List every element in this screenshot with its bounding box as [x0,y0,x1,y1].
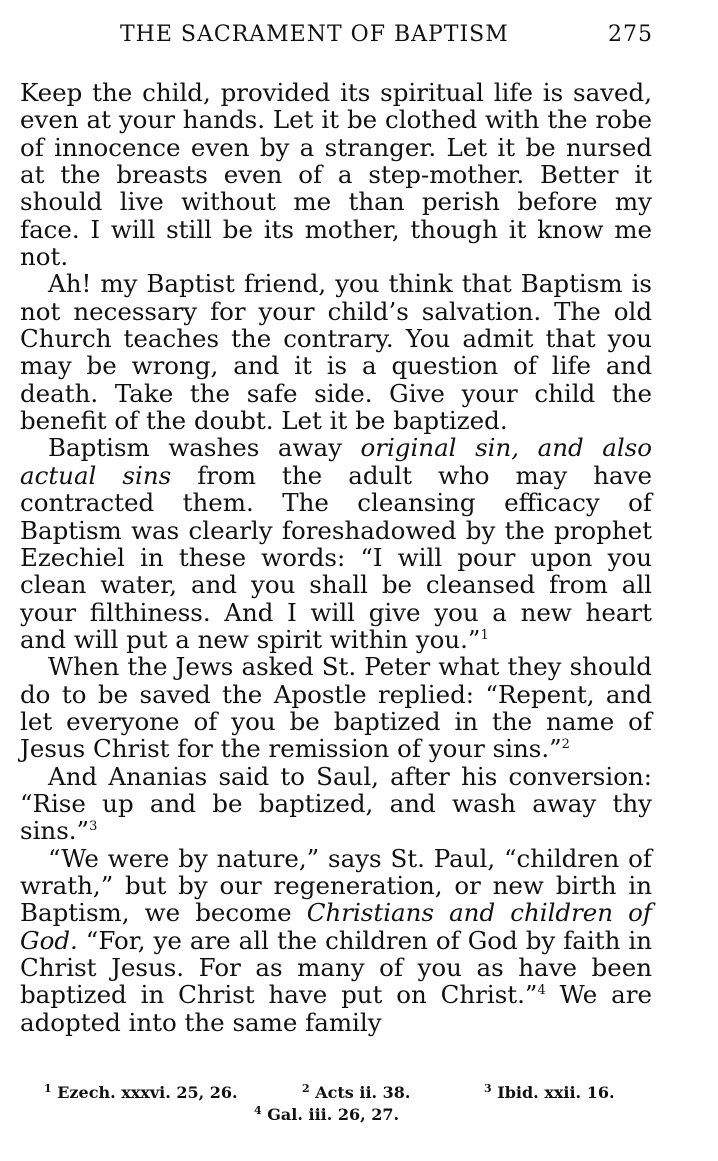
paragraph-ezechiel [20,434,652,653]
paragraph-baptist-friend [20,270,652,434]
paragraph-st-paul [20,845,652,1036]
chapter-title: THE SACRAMENT OF BAPTISM [120,22,509,47]
footnote-number: 2 [302,1082,310,1095]
paragraph-continuation [20,79,652,270]
paragraph-text: Keep the child, provided its spiritual life is saved, even at your hands. Let it be clothed with the robe of innocence even by a stranger. Let it be nursed at the breasts even of a step-mother. Better it should live without me than perish before my face. I will still be its mother, though it know me not. [20,78,652,272]
page-number: 275 [608,22,653,47]
paragraph-text: And Ananias said to Saul, after his conversion: “Rise up and be baptized, and wash away thy sins.” [20,761,652,846]
paragraph-st-peter [20,653,652,762]
footnote-line [44,1104,664,1126]
paragraph-text: Ah! my Baptist friend, you think that Baptism is not necessary for your child’s salvation. The old Church teaches the contrary. You admit that you may be wrong, and it is a question of life and death. Take the safe side. Give your child the benefit of the doubt. Let it be baptized. [20,269,652,436]
footnote-number: 3 [484,1082,492,1095]
paragraph-ananias [20,763,652,845]
paragraph-text: When the Jews asked St. Peter what they should do to be saved the Apostle replied: “Repent, and let everyone of you be baptized in the name of Jesus Christ for the remission of your sins.” [20,652,652,764]
footnote-number: 1 [44,1082,52,1095]
emphasis-text: Christians and children of God. [20,898,652,955]
footnote-text: Gal. iii. 26, 27. [267,1105,400,1124]
footnote-line [44,1082,664,1104]
footnote-text: Ezech. xxxvi. 25, 26. [57,1083,238,1102]
footnotes [44,1082,664,1126]
body-text [20,79,652,1036]
footnote-marker: 4 [537,983,546,999]
footnote-marker: 3 [89,819,98,835]
footnote-number: 4 [254,1104,262,1117]
footnote-2 [302,1082,411,1104]
footnote-4 [254,1104,399,1126]
paragraph-text: from the adult who may have contracted them. The cleansing efficacy of Baptism was clearly foreshadowed by the prophet Ezechiel in these words: “I will pour upon you clean water, and you shall be cleansed from all your filthiness. And I will give you a new heart and will put a new spirit within you.” [20,460,652,654]
paragraph-text: “For, ye are all the children of God by faith in Christ Jesus. For as many of you as have been baptized in Christ have put on Christ.” [20,925,652,1010]
footnote-1 [44,1082,238,1104]
footnote-text: Acts ii. 38. [315,1083,411,1102]
paragraph-text: We are adopted into the same family [20,980,652,1037]
paragraph-text: “We were by nature,” says St. Paul, “children of wrath,” but by our regeneration, or new birth in Baptism, we become [20,843,652,928]
footnote-3 [484,1082,615,1104]
footnote-text: Ibid. xxii. 16. [497,1083,615,1102]
footnote-marker: 1 [480,627,489,643]
running-head [120,22,653,54]
footnote-marker: 2 [561,737,570,753]
paragraph-text: Baptism washes away [48,433,361,463]
emphasis-text: original sin, and also actual sins [20,433,653,490]
